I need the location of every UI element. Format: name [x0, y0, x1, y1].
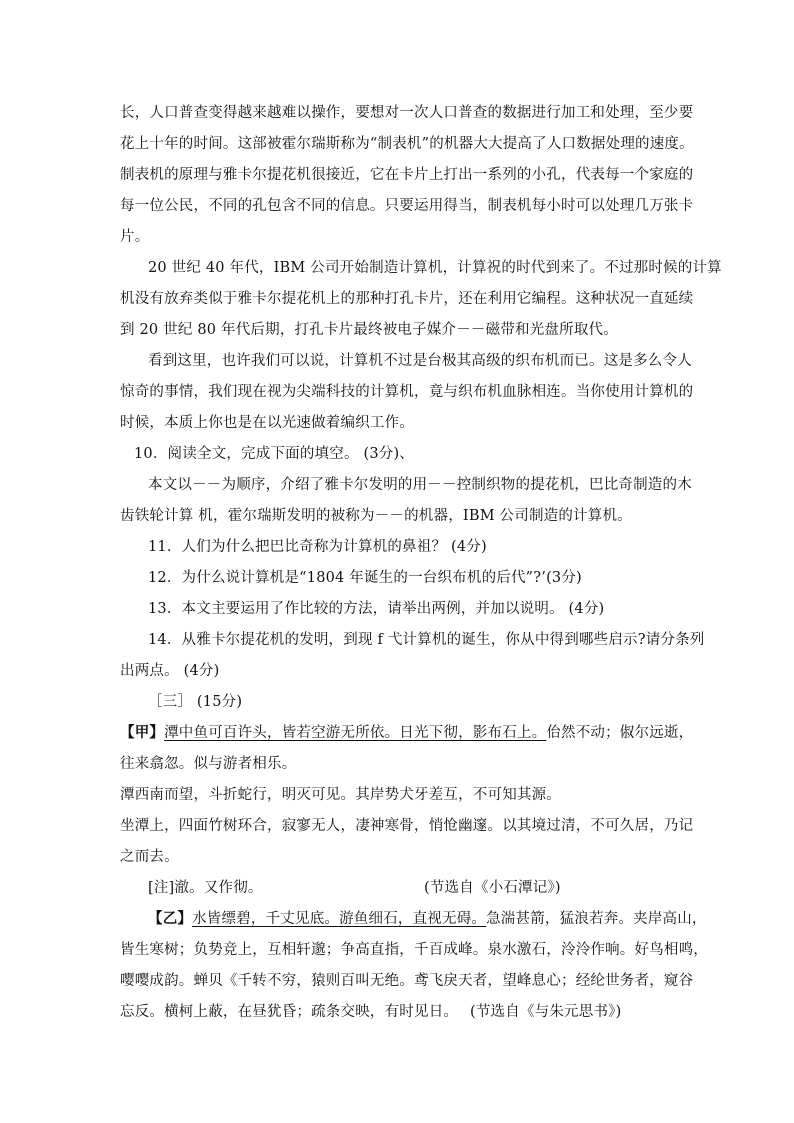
question-11: 11．人们为什么把巴比奇称为计算机的鼻祖？ (4分) [148, 539, 487, 555]
passage-jia-line-1 [120, 723, 693, 743]
passage-yi-line-1 [148, 909, 707, 929]
passage-jia-underlined: 潭中鱼可百许头，皆若空游无所依。日光下彻，影布石上。 [164, 725, 547, 741]
question-10-body-line-1: 本文以－－为顺序，介绍了雅卡尔发明的用－－控制织物的提花机，巴比奇制造的木 [148, 477, 692, 493]
paragraph-2-line-2: 机没有放弃类似于雅卡尔提花机上的那种打孔卡片，还在利用它编程。这种状况一直延续 [120, 291, 694, 307]
passage-jia-line-4: 坐潭上，四面竹树环合，寂寥无人，凄神寒骨，悄怆幽邃。以其境过清，不可久居，乃记 [120, 818, 694, 834]
paragraph-1-line-2: 花上十年的时间。这部被霍尔瑞斯称为“制表机”的机器大大提高了人口数据处理的速度。 [120, 136, 694, 152]
passage-yi-line-2: 皆生寒树；负势竞上，互相轩邈；争高直指，千百成峰。泉水激石，泠泠作响。好鸟相鸣， [120, 942, 708, 958]
passage-jia-label: 【甲】 [120, 724, 165, 741]
passage-jia-line-3: 潭西南而望，斗折蛇行，明灭可见。其岸势犬牙差互，不可知其源。 [120, 787, 561, 803]
question-10: 10．阅读全文，完成下面的填空。 (3分)、 [134, 446, 414, 462]
paragraph-1-line-5: 片。 [120, 229, 150, 245]
passage-jia-rest: 佁然不动；俶尔远逝， [546, 725, 694, 741]
passage-jia-line-2: 往来翕忽。似与游者相乐。 [120, 756, 297, 772]
paragraph-1-line-3: 制表机的原理与雅卡尔提花机很接近，它在卡片上打出一系列的小孔，代表每一个家庭的 [120, 167, 694, 183]
question-13: 13．本文主要运用了作比较的方法，请举出两例，并加以说明。 (4分) [148, 601, 605, 617]
passage-yi-line-3: 嘤嘤成韵。蝉贝《千转不穷，猿则百叫无绝。鸢飞戾天者，望峰息心；经纶世务者，窥谷 [120, 973, 694, 989]
passage-yi-rest: 急湍甚箭，猛浪若奔。夹岸高山， [486, 911, 707, 927]
passage-jia-line-5: 之而去。 [120, 849, 179, 865]
paragraph-3-line-3: 时候，本质上你也是在以光速做着编织工作。 [120, 415, 414, 431]
question-12: 12．为什么说计算机是“1804 年诞生的一台织布机的后代”?’(3分) [148, 570, 582, 586]
question-10-body-line-2: 齿铁轮计算 机，霍尔瑞斯发明的被称为－－的机器，IBM 公司制造的计算机。 [120, 508, 632, 524]
passage-yi-source: (节选自《与朱元思书》) [470, 1004, 622, 1020]
passage-yi-underlined: 水皆缥碧，千丈见底。游鱼细石，直视无碍。 [192, 911, 487, 927]
paragraph-1-line-4: 每一位公民，不同的孔包含不同的信息。只要运用得当，制表机每小时可以处理几万张卡 [120, 198, 694, 214]
question-14-line-2: 出两点。 (4分) [120, 663, 220, 679]
paragraph-2-line-1: 20 世纪 40 年代，IBM 公司开始制造计算机，计算祝的时代到来了。不过那时候的计算 [148, 260, 722, 276]
passage-jia-source: (节选自《小石潭记》) [424, 880, 561, 896]
paragraph-3-line-2: 惊奇的事情，我们现在视为尖端科技的计算机，竟与织布机血脉相连。当你使用计算机的 [120, 384, 694, 400]
passage-yi-label: 【乙】 [148, 910, 193, 927]
paragraph-3-line-1: 看到这里，也许我们可以说，计算机不过是台极其高级的织布机而已。这是多么令人 [148, 353, 692, 369]
question-14-line-1: 14．从雅卡尔提花机的发明，到现 f 弋计算机的诞生，你从中得到哪些启示?请分条列 [148, 632, 705, 648]
paragraph-1-line-1: 长，人口普查变得越来越难以操作，要想对一次人口普查的数据进行加工和处理，至少要 [120, 105, 694, 121]
passage-jia-note: [注]澈。又作彻。 [148, 880, 263, 896]
passage-yi-line-4: 忘反。横柯上蔽，在昼犹昏；疏条交映，有时见日。 [120, 1004, 459, 1020]
paragraph-2-line-3: 到 20 世纪 80 年代后期，打孔卡片最终被电子媒介－－磁带和光盘所取代。 [120, 322, 618, 338]
section-3-heading: ［三］ (15分) [148, 694, 243, 710]
